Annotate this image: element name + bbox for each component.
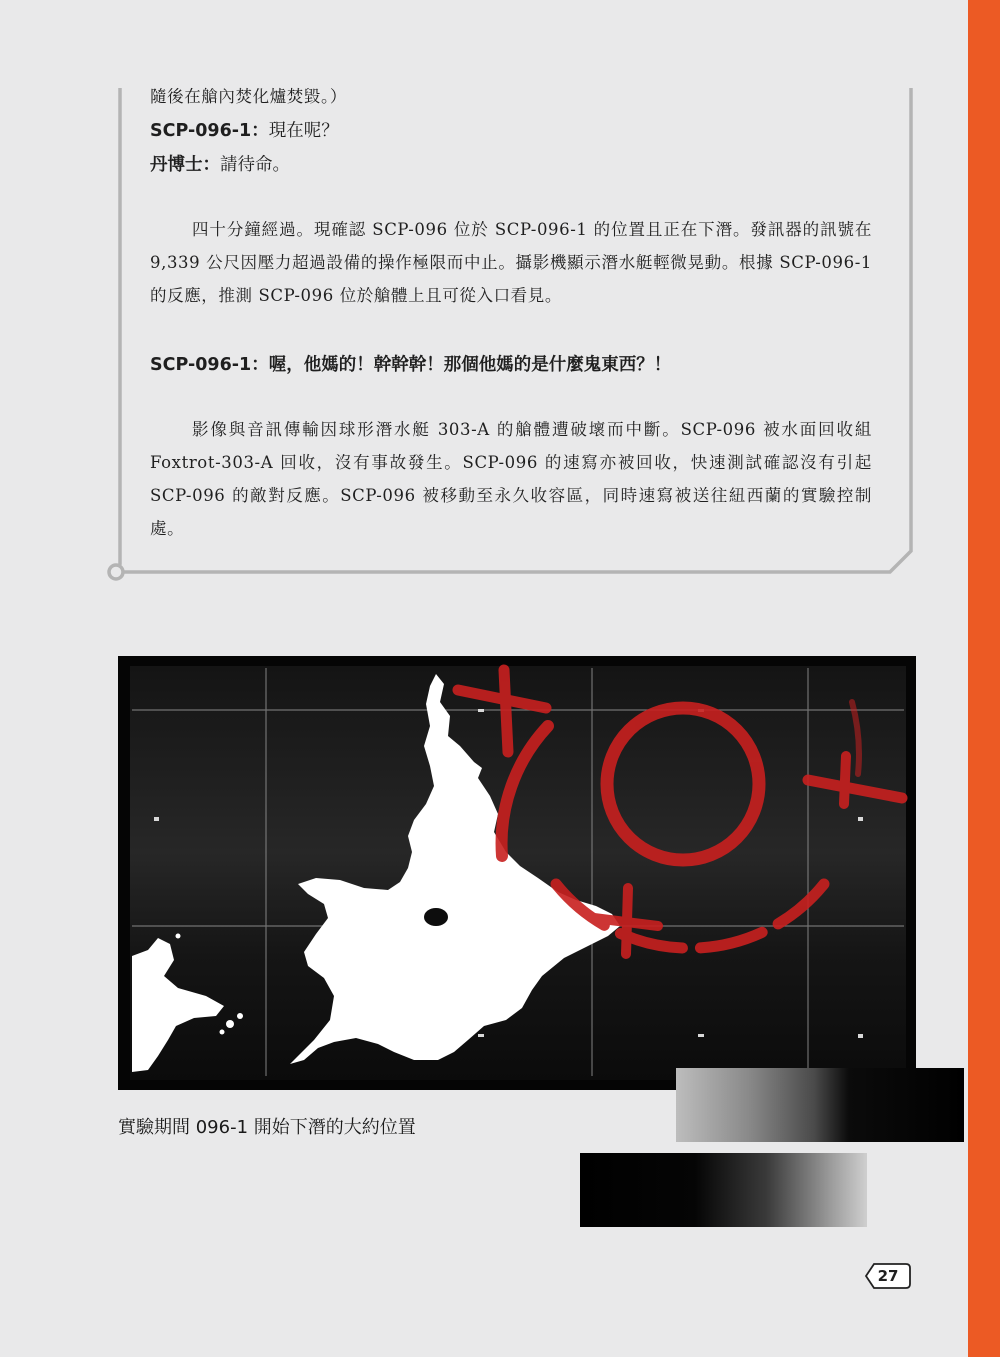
frame-knob-icon	[109, 565, 123, 579]
dialog-line-1	[150, 117, 339, 142]
dialog-line-2	[150, 151, 290, 176]
map-figure	[118, 656, 916, 1090]
continued-line: 隨後在艙內焚化爐焚毀。）	[150, 87, 347, 106]
redaction-strip-2	[580, 1153, 867, 1227]
paragraph-2: 影像與音訊傳輸因球形潛水艇 303-A 的艙體遭破壞而中斷。SCP-096 被水面回收組 Foxtrot-303-A 回收，沒有事故發生。SCP-096 的速寫亦被回收，快速測試確認沒有引起 SCP-096 的敵對反應。SCP-096 被移動至永久收容區，同時速寫被送往紐西蘭的實驗控制處。	[150, 420, 872, 538]
dialog-text: 現在呢？	[268, 121, 339, 141]
page-number-badge	[864, 1262, 912, 1290]
dialog-speaker: SCP-096-1：	[150, 355, 269, 375]
redaction-strip-1	[676, 1068, 964, 1142]
lake-taupo	[424, 908, 448, 926]
dialog-speaker: 丹博士：	[150, 155, 220, 175]
paragraph-1: 四十分鐘經過。現確認 SCP-096 位於 SCP-096-1 的位置且正在下潛。發訊器的訊號在 9,339 公尺因壓力超過設備的操作極限而中止。攝影機顯示潛水艇輕微晃動。根據 SCP-096-1 的反應，推測 SCP-096 位於艙體上且可從入口看見。	[150, 220, 872, 305]
dialog-line-3	[150, 351, 671, 376]
dialog-text: 喔，他媽的！幹幹幹！那個他媽的是什麼鬼東西？！	[268, 355, 672, 375]
page-number: 27	[877, 1267, 899, 1285]
dialog-speaker: SCP-096-1：	[150, 121, 269, 141]
dialog-text: 請待命。	[220, 155, 290, 175]
figure-caption: 實驗期間 096-1 開始下潛的大約位置	[118, 1117, 416, 1138]
